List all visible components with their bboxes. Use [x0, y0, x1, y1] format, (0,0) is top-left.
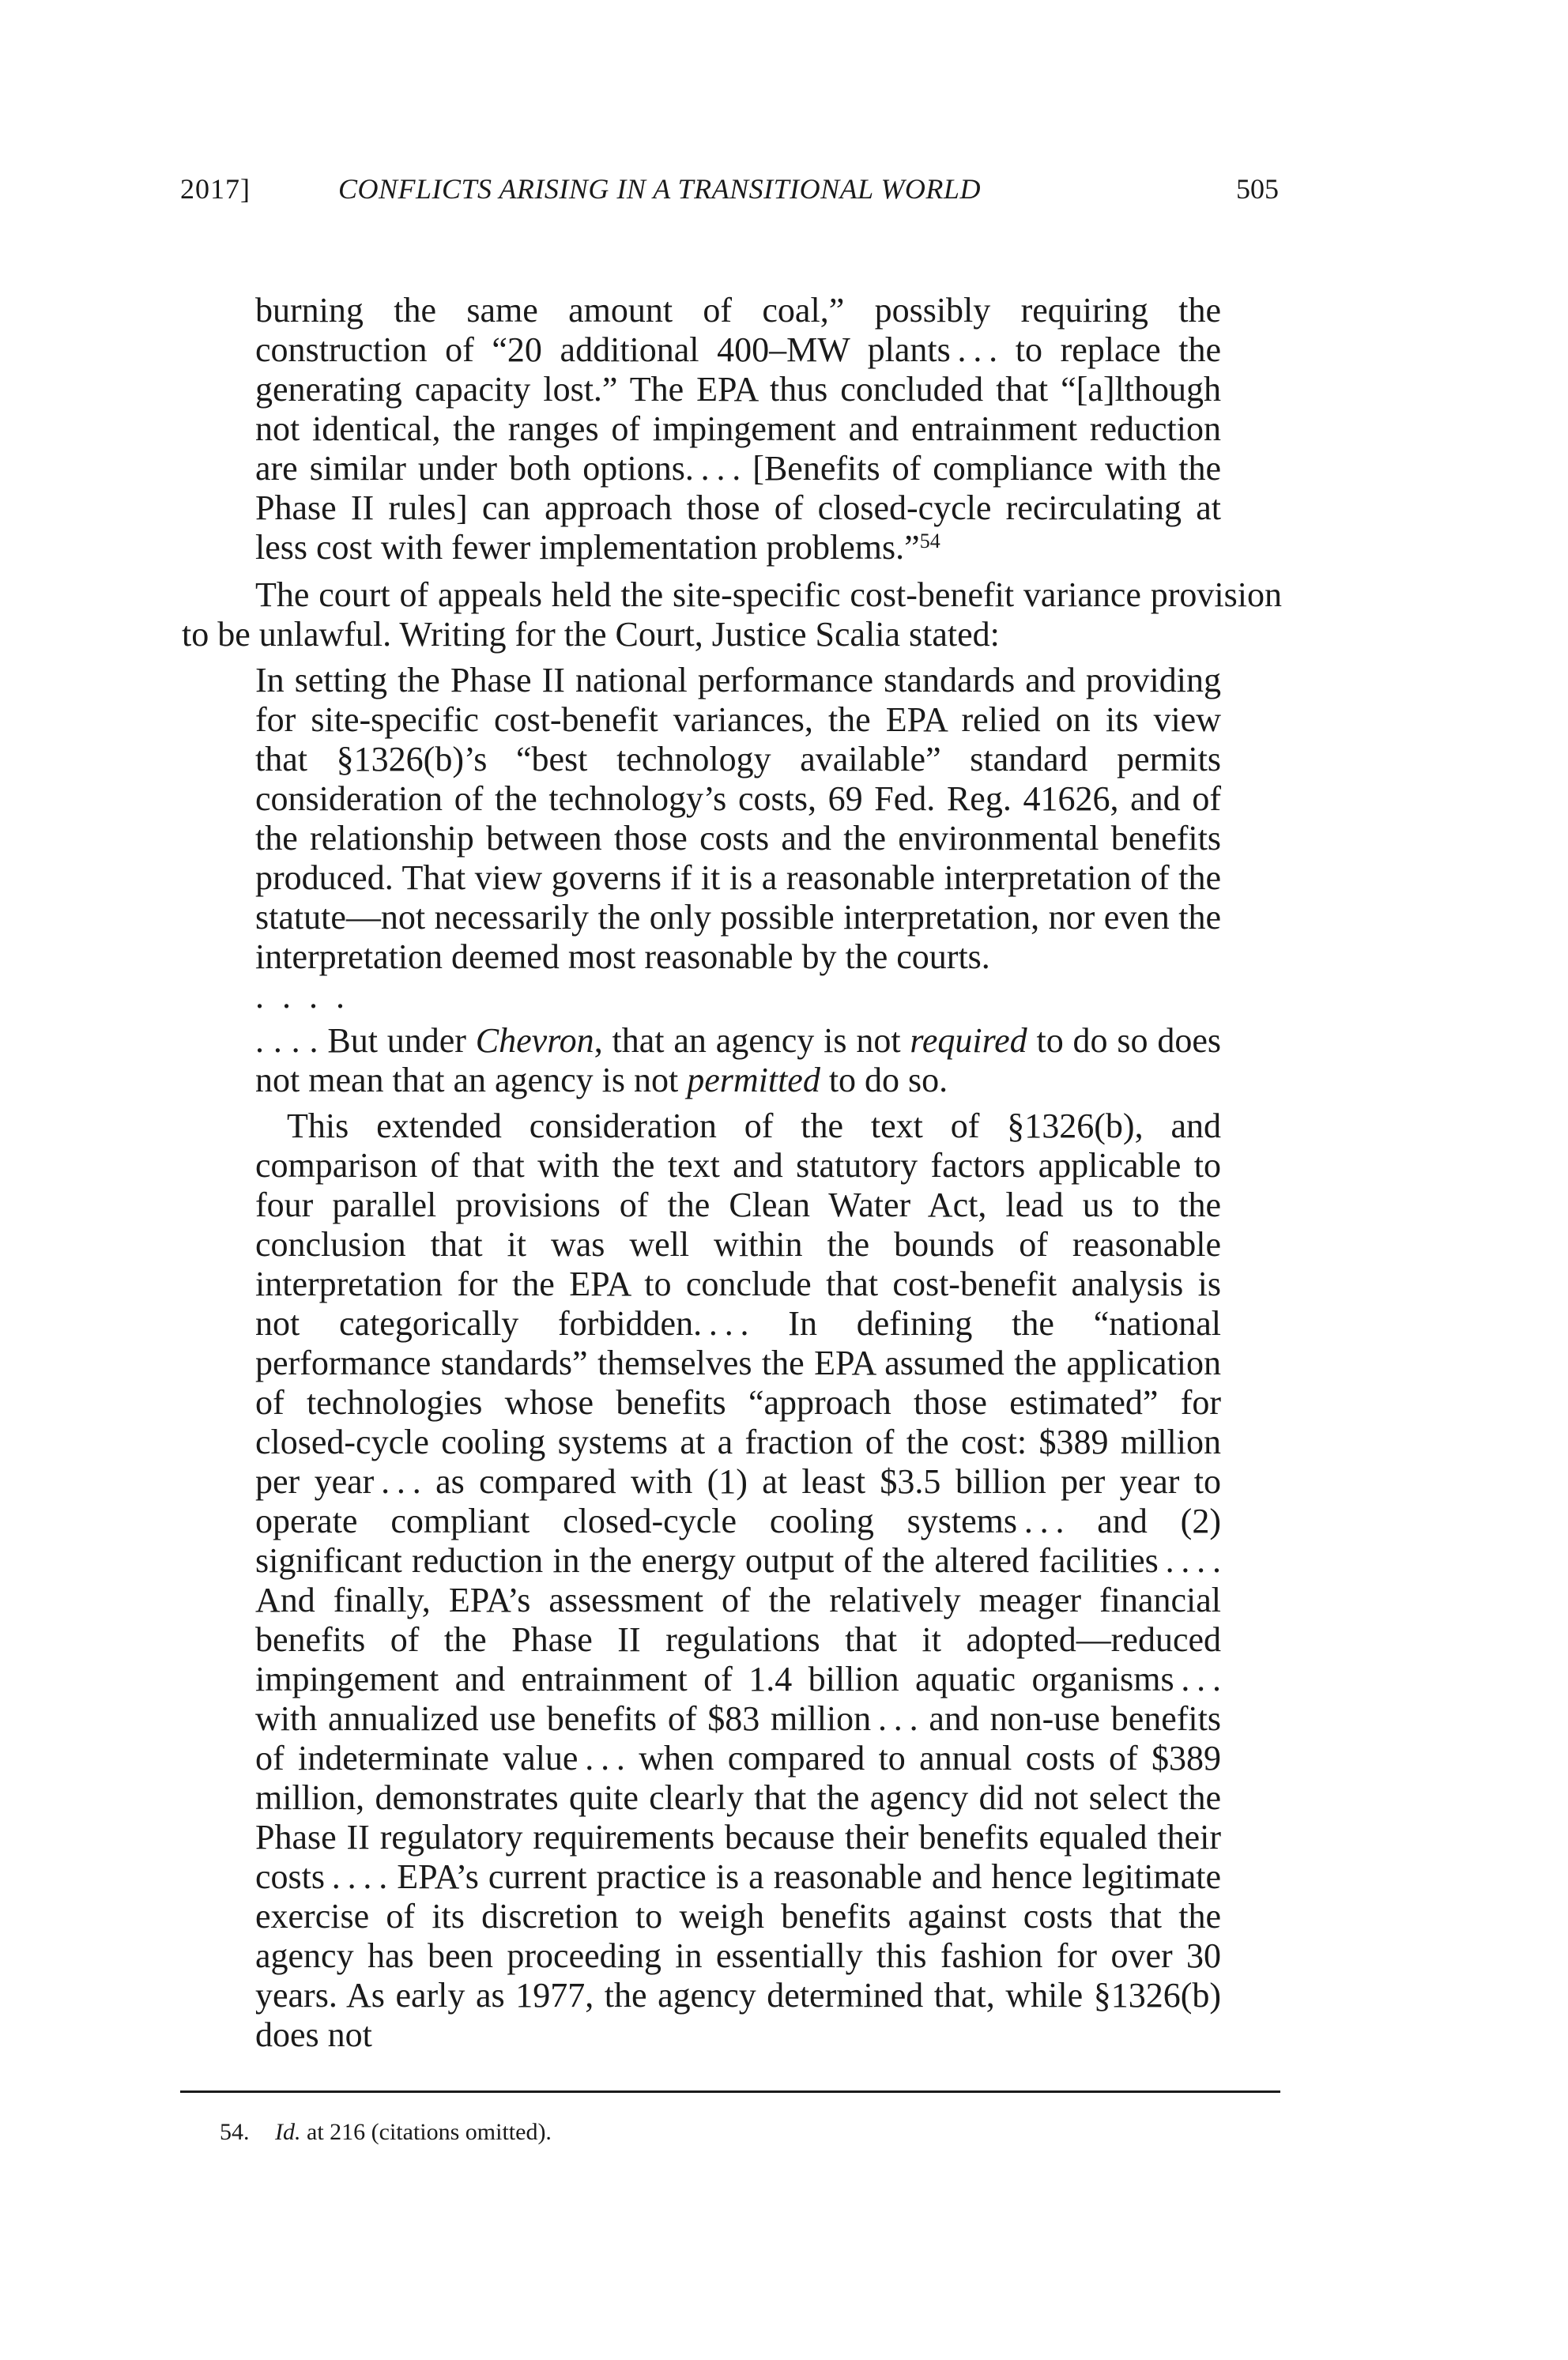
footnote-reference[interactable]: 54 [919, 530, 940, 552]
footnote-number: 54. [220, 2119, 250, 2145]
quote-segment: to do so does not mean that an agency is not [255, 1021, 1222, 1099]
running-header [180, 172, 1279, 220]
ellipsis-separator: . . . . [255, 977, 349, 1016]
quote-segment: to do so. [820, 1061, 948, 1099]
block-quote-text: In setting the Phase II national performance standards and providing for site-specific cost-benefit variances, the EPA relied on its view that §1326(b)’s “best technology available” standard permits consideration of the technology’s costs, 69 Fed. Reg. 41626, and of the relationship between those costs and the environmental benefits produced. That view governs if it is a reasonable interpretation of the statute—not necessarily the only possible interpretation, nor even the interpretation deemed most reasonable by the courts. [255, 661, 1221, 976]
block-quote-text: burning the same amount of coal,” possibly requiring the construction of “20 additional 400–MW plants . . . to replace the generating capacity lost.” The EPA thus concluded that “[a]lthough not identical, the ranges of impingement and entrainment reduction are similar under both options. . . . [Benefits of compliance with the Phase II rules] can approach those of closed-cycle recirculating at less cost with fewer implementation problems.” [255, 291, 1221, 567]
footnote [220, 2118, 552, 2147]
block-quote-continued [255, 291, 1221, 567]
body-paragraph [182, 575, 1282, 654]
quote-segment: , that an agency is not [594, 1021, 910, 1060]
body-paragraph-text: The court of appeals held the site-specific cost-benefit variance provision to be unlawful. Writing for the Court, Justice Scalia stated: [182, 575, 1282, 654]
footnote-id-signal: Id. [275, 2119, 301, 2145]
block-quote-extended [255, 1106, 1221, 2055]
header-title: CONFLICTS ARISING IN A TRANSITIONAL WORLD [338, 173, 981, 205]
page-number: 505 [1236, 173, 1279, 205]
emphasis-permitted: permitted [687, 1061, 820, 1099]
footnote-divider [180, 2090, 1280, 2093]
quote-segment: . . . . But under [255, 1021, 476, 1060]
block-quote-text: This extended consideration of the text of §1326(b), and comparison of that with the text and statutory factors applicable to four parallel provisions of the Clean Water Act, lead us to the conclusion that it was well within the bounds of reasonable interpretation for the EPA to conclude that cost-benefit analysis is not categorically forbidden. . . . In defining the “national performance standards” themselves the EPA assumed the application of technologies whose benefits “approach those estimated” for closed-cycle cooling systems at a fraction of the cost: $389 million per year . . . as compared with (1) at least $3.5 billion per year to operate compliant closed-cycle cooling systems . . . and (2) significant reduction in the energy output of the altered facilities . . . . And finally, EPA’s assessment of the relatively meager financial benefits of the Phase II regulations that it adopted—reduced impingement and entrainment of 1.4 billion aquatic organisms . . . with annualized use benefits of $83 million . . . and non-use benefits of indeterminate value . . . when compared to annual costs of $389 million, demonstrates quite clearly that the agency did not select the Phase II regulatory requirements because their benefits equaled their costs . . . . EPA’s current practice is a reasonable and hence legitimate exercise of its discretion to weigh benefits against costs that the agency has been proceeding in essentially this fashion for over 30 years. As early as 1977, the agency determined that, while §1326(b) does not [255, 1106, 1221, 2054]
case-name-chevron: Chevron [475, 1021, 594, 1060]
header-year: 2017] [180, 173, 251, 205]
emphasis-required: required [910, 1021, 1027, 1060]
footnote-text: at 216 (citations omitted). [300, 2119, 552, 2145]
block-quote-chevron [255, 1021, 1221, 1100]
block-quote-scalia [255, 661, 1221, 977]
